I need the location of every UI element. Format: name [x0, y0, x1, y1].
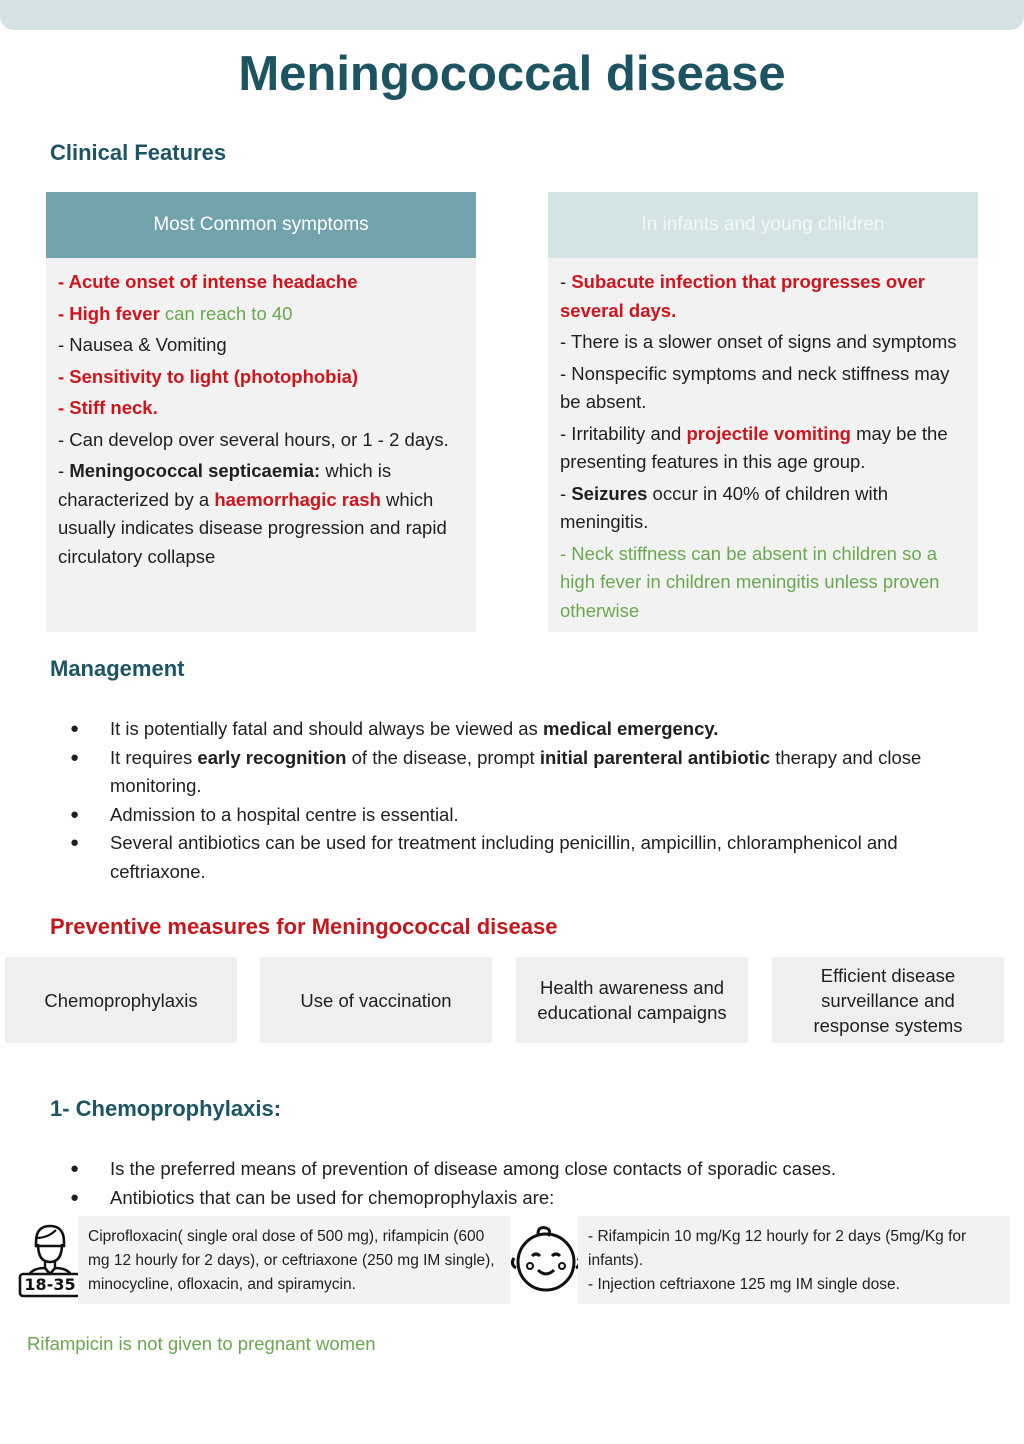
- infant-slower-onset: - There is a slower onset of signs and symptoms: [560, 331, 957, 352]
- adult-person-icon: [18, 1222, 82, 1298]
- management-list: [64, 715, 944, 886]
- chemoprophylaxis-heading: 1- Chemoprophylaxis:: [50, 1096, 282, 1121]
- infants-children-header: In infants and young children: [548, 192, 978, 258]
- list-item: ● Antibiotics that can be used for chemoprophylaxis are:: [70, 1186, 555, 1208]
- child-dose-box: [578, 1216, 1010, 1304]
- child-dose-ceftriaxone: - Injection ceftriaxone 125 mg IM single dose.: [588, 1276, 900, 1293]
- infants-children-body: [548, 258, 978, 625]
- management-heading: Management: [50, 656, 185, 681]
- symptom-headache: - Acute onset of intense headache: [58, 271, 358, 292]
- common-symptoms-body: [46, 258, 476, 571]
- preventive-awareness: Health awareness and educational campaigns: [516, 957, 748, 1043]
- common-symptoms-header: Most Common symptoms: [46, 192, 476, 258]
- chemoprophylaxis-list: [64, 1155, 944, 1212]
- symptom-stiff-neck: - Stiff neck.: [58, 397, 158, 418]
- preventive-surveillance: Efficient disease surveillance and response systems: [772, 957, 1004, 1043]
- preventive-chemoprophylaxis: Chemoprophylaxis: [5, 957, 237, 1043]
- list-item: ● Is the preferred means of prevention of disease among close contacts of sporadic cases.: [70, 1158, 837, 1179]
- top-banner: [0, 0, 1024, 30]
- list-item: ● It requires early recognition of the disease, prompt initial parenteral antibiotic therapy and close monitoring.: [70, 746, 922, 796]
- list-item: ● Admission to a hospital centre is essential.: [70, 803, 459, 825]
- symptom-onset: - Can develop over several hours, or 1 - 2 days.: [58, 428, 449, 450]
- clinical-features-heading: Clinical Features: [50, 140, 227, 165]
- preventive-heading: Preventive measures for Meningococcal disease: [50, 914, 558, 939]
- infant-neck-note: - Neck stiffness can be absent in children so a high fever in children meningitis unless proven otherwise: [560, 542, 940, 621]
- symptom-nausea: - Nausea & Vomiting: [58, 334, 227, 355]
- age-range-label: 18-35: [24, 1275, 76, 1294]
- infant-seizures: - Seizures occur in 40% of children with meningitis.: [560, 482, 889, 532]
- child-dose-rifampicin: - Rifampicin 10 mg/Kg 12 hourly for 2 days (5mg/Kg for infants).: [588, 1228, 967, 1269]
- page-title: Meningococcal disease: [238, 47, 786, 101]
- common-symptoms-card: [46, 192, 476, 632]
- infant-subacute: - Subacute infection that progresses over several days.: [560, 271, 925, 321]
- symptom-fever: - High fever can reach to 40: [58, 302, 293, 324]
- infant-nonspecific: - Nonspecific symptoms and neck stiffness may be absent.: [560, 362, 950, 412]
- infants-children-card: [548, 192, 978, 632]
- pregnancy-note: Rifampicin is not given to pregnant women: [27, 1333, 376, 1354]
- list-item: ● It is potentially fatal and should always be viewed as medical emergency.: [70, 718, 719, 739]
- baby-face-icon: [508, 1224, 584, 1296]
- list-item: ● Several antibiotics can be used for treatment including penicillin, ampicillin, chloramphenicol and ceftriaxone.: [70, 832, 898, 882]
- preventive-vaccination: Use of vaccination: [260, 957, 492, 1043]
- symptom-septicaemia: - Meningococcal septicaemia: which is characterized by a haemorrhagic rash which usually indicates disease progression and rapid circulatory collapse: [58, 460, 447, 567]
- symptom-photophobia: - Sensitivity to light (photophobia): [58, 365, 359, 387]
- infant-irritability: - Irritability and projectile vomiting may be the presenting features in this age group.: [560, 422, 948, 472]
- adult-dose-box: Ciprofloxacin( single oral dose of 500 mg), rifampicin (600 mg 12 hourly for 2 days), or ceftriaxone (250 mg IM single), minocycline, ofloxacin, and spiramycin.: [78, 1216, 510, 1304]
